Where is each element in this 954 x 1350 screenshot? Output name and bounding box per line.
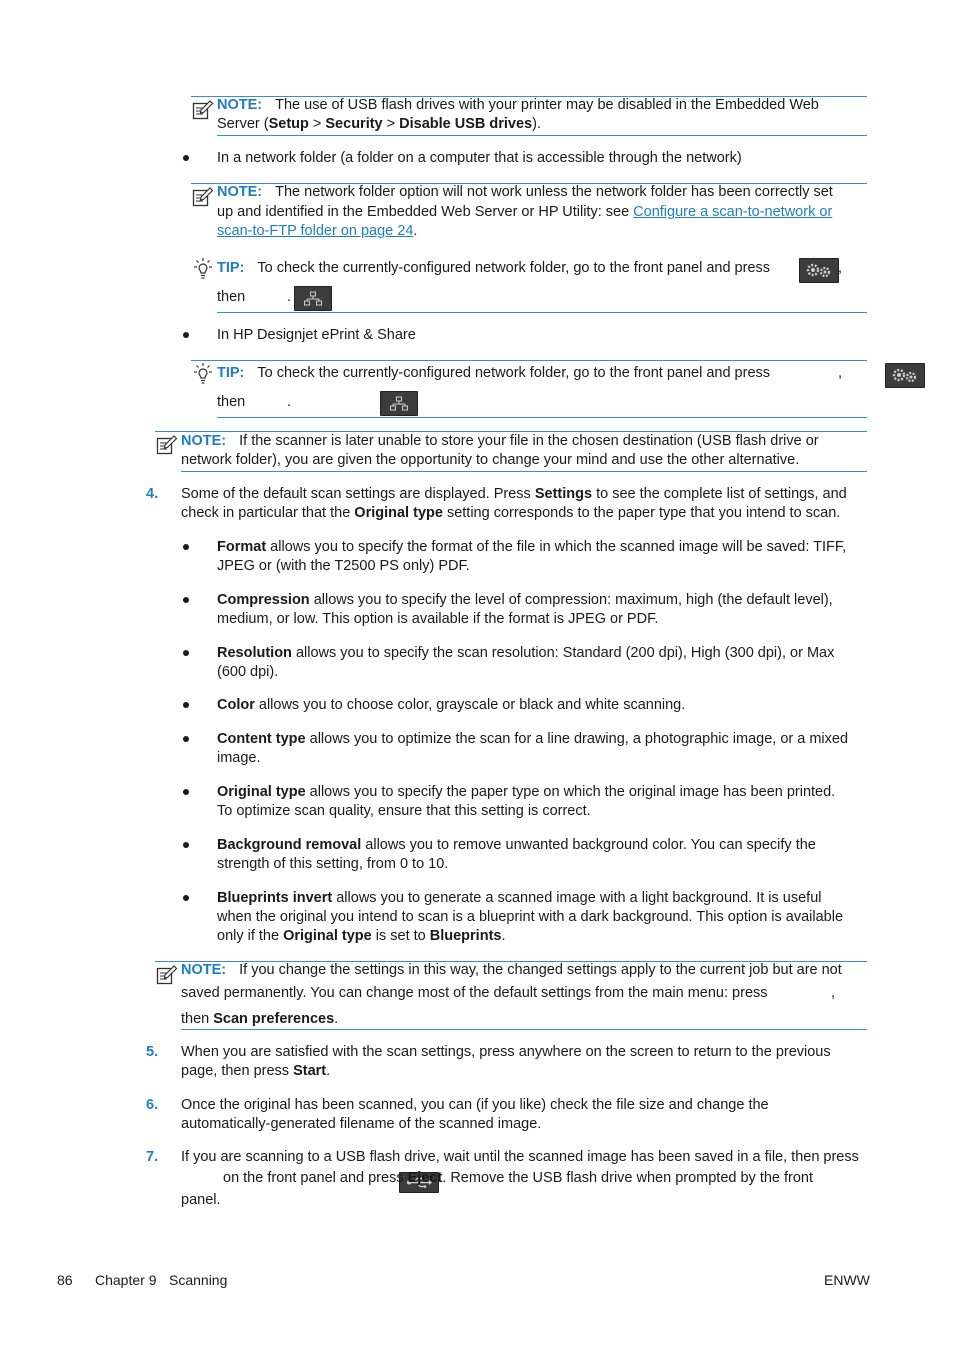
tip2-bottom-rule: [217, 417, 867, 418]
setting-format-line2: JPEG or (with the T2500 PS only) PDF.: [217, 558, 470, 574]
disable-usb-drives-text: Disable USB drives: [399, 116, 533, 132]
bullet-eprint-share: In HP Designjet ePrint & Share: [217, 327, 416, 343]
setting-resolution: Resolution allows you to specify the scan resolution: Standard (200 dpi), High (300 dpi), or Max: [217, 645, 835, 661]
page-number: 86: [57, 1272, 73, 1288]
footer-chapter: Chapter 9: [95, 1272, 157, 1288]
network-button[interactable]: [380, 391, 418, 416]
bullet-network-folder: In a network folder (a folder on a computer that is accessible through the network): [217, 150, 742, 166]
step7-line1: If you are scanning to a USB flash drive, wait until the scanned image has been saved in a file, then press: [181, 1149, 859, 1165]
note2-line3: scan-to-FTP folder on page 24.: [217, 223, 418, 239]
bullet-dot: [183, 789, 189, 795]
setup-menu-text: Setup: [268, 116, 309, 132]
setting-background-removal-line2: strength of this setting, from 0 to 10.: [217, 856, 449, 872]
tip1-line2: then: [217, 289, 246, 305]
bullet-dot: [183, 895, 189, 901]
note4-line3: then Scan preferences.: [181, 1011, 339, 1027]
note-icon: [192, 186, 214, 208]
bullet-dot: [183, 544, 189, 550]
note-icon: [192, 99, 214, 121]
setting-compression: Compression allows you to specify the level of compression: maximum, high (the default level),: [217, 592, 833, 608]
bullet-dot: [183, 155, 189, 161]
lightbulb-icon: [192, 362, 214, 386]
setting-blueprints-invert-line3: only if the Original type is set to Blueprints.: [217, 928, 506, 944]
note-label: NOTE:: [217, 97, 263, 113]
step5-line1: When you are satisfied with the scan settings, press anywhere on the screen to return to the previous: [181, 1044, 831, 1060]
note3-line1: NOTE: If the scanner is later unable to store your file in the chosen destination (USB flash drive or: [181, 433, 819, 449]
note2-line2: up and identified in the Embedded Web Server or HP Utility: see Configure a scan-to-network or: [217, 204, 833, 220]
gears-icon: [886, 364, 924, 387]
note-icon: [156, 964, 178, 986]
lightbulb-icon: [192, 257, 214, 281]
setting-format: Format allows you to specify the format of the file in which the scanned image will be saved: TIFF,: [217, 539, 847, 555]
scan-to-ftp-page-link[interactable]: scan-to-FTP folder on page 24: [217, 223, 414, 239]
tip-label: TIP:: [217, 260, 245, 276]
bullet-dot: [183, 650, 189, 656]
setting-blueprints-invert: Blueprints invert allows you to generate a scanned image with a light background. It is useful: [217, 890, 822, 906]
setting-content-type: Content type allows you to optimize the scan for a line drawing, a photographic image, or a mixed: [217, 731, 849, 747]
gears-button[interactable]: [799, 258, 839, 283]
setting-blueprints-invert-line2: when the original you intend to scan is a blueprint with a dark background. This option is available: [217, 909, 844, 925]
step7-line2: on the front panel and press Eject. Remove the USB flash drive when prompted by the front: [223, 1170, 814, 1186]
note-label: NOTE:: [181, 433, 227, 449]
note-label: NOTE:: [217, 184, 263, 200]
security-menu-text: Security: [325, 116, 383, 132]
step6-line1: Once the original has been scanned, you can (if you like) check the file size and change the: [181, 1097, 769, 1113]
network-icon: [295, 287, 331, 310]
setting-compression-line2: medium, or low. This option is available if the format is JPEG or PDF.: [217, 611, 659, 627]
note3-line2: network folder), you are given the opportunity to change your mind and use the other alternative.: [181, 452, 800, 468]
note1-line1: NOTE: The use of USB flash drives with your printer may be disabled in the Embedded Web: [217, 97, 819, 113]
footer-enww: ENWW: [824, 1272, 870, 1288]
bullet-dot: [183, 702, 189, 708]
tip2-line2: then: [217, 394, 246, 410]
bullet-dot: [183, 736, 189, 742]
note2-line1: NOTE: The network folder option will not work unless the network folder has been correctly set: [217, 184, 833, 200]
bullet-dot: [183, 842, 189, 848]
note3-bottom-rule: [181, 471, 867, 472]
gears-button[interactable]: [885, 363, 925, 388]
tip1-bottom-rule: [217, 312, 867, 313]
note4-line1: NOTE: If you change the settings in this way, the changed settings apply to the current job but are not: [181, 962, 842, 978]
network-icon: [381, 392, 417, 415]
step-number: 6.: [146, 1097, 159, 1113]
setting-content-type-line2: image.: [217, 750, 261, 766]
setting-original-type: Original type allows you to specify the paper type on which the original image has been printed.: [217, 784, 836, 800]
tip2-top-rule: [191, 360, 867, 361]
network-button[interactable]: [294, 286, 332, 311]
note4-line2: saved permanently. You can change most of the default settings from the main menu: press: [181, 985, 768, 1001]
step7-line3: panel.: [181, 1192, 221, 1208]
step-number: 7.: [146, 1149, 159, 1165]
step4-line1: Some of the default scan settings are displayed. Press Settings to see the complete list of settings, and: [181, 486, 847, 502]
tip2-line1: TIP: To check the currently-configured network folder, go to the front panel and press: [217, 365, 771, 381]
setting-color: Color allows you to choose color, grayscale or black and white scanning.: [217, 697, 686, 713]
tip-label: TIP:: [217, 365, 245, 381]
step4-line2: check in particular that the Original type setting corresponds to the paper type that you intend to scan.: [181, 505, 841, 521]
gears-icon: [800, 259, 838, 282]
tip1-line1: TIP: To check the currently-configured network folder, go to the front panel and press: [217, 260, 771, 276]
step6-line2: automatically-generated filename of the scanned image.: [181, 1116, 542, 1132]
step5-line2: page, then press Start.: [181, 1063, 331, 1079]
setting-resolution-line2: (600 dpi).: [217, 664, 279, 680]
bullet-dot: [183, 332, 189, 338]
step-number: 4.: [146, 486, 159, 502]
note-icon: [156, 434, 178, 456]
bullet-dot: [183, 597, 189, 603]
note4-bottom-rule: [181, 1029, 867, 1030]
note1-bottom-rule: [217, 135, 867, 136]
note-label: NOTE:: [181, 962, 227, 978]
step-number: 5.: [146, 1044, 159, 1060]
configure-scan-to-network-link[interactable]: Configure a scan-to-network or: [633, 204, 833, 220]
note1-line2: Server (Setup > Security > Disable USB drives).: [217, 116, 541, 132]
footer-section: Scanning: [169, 1272, 228, 1288]
setting-original-type-line2: To optimize scan quality, ensure that this setting is correct.: [217, 803, 591, 819]
setting-background-removal: Background removal allows you to remove unwanted background color. You can specify the: [217, 837, 816, 853]
